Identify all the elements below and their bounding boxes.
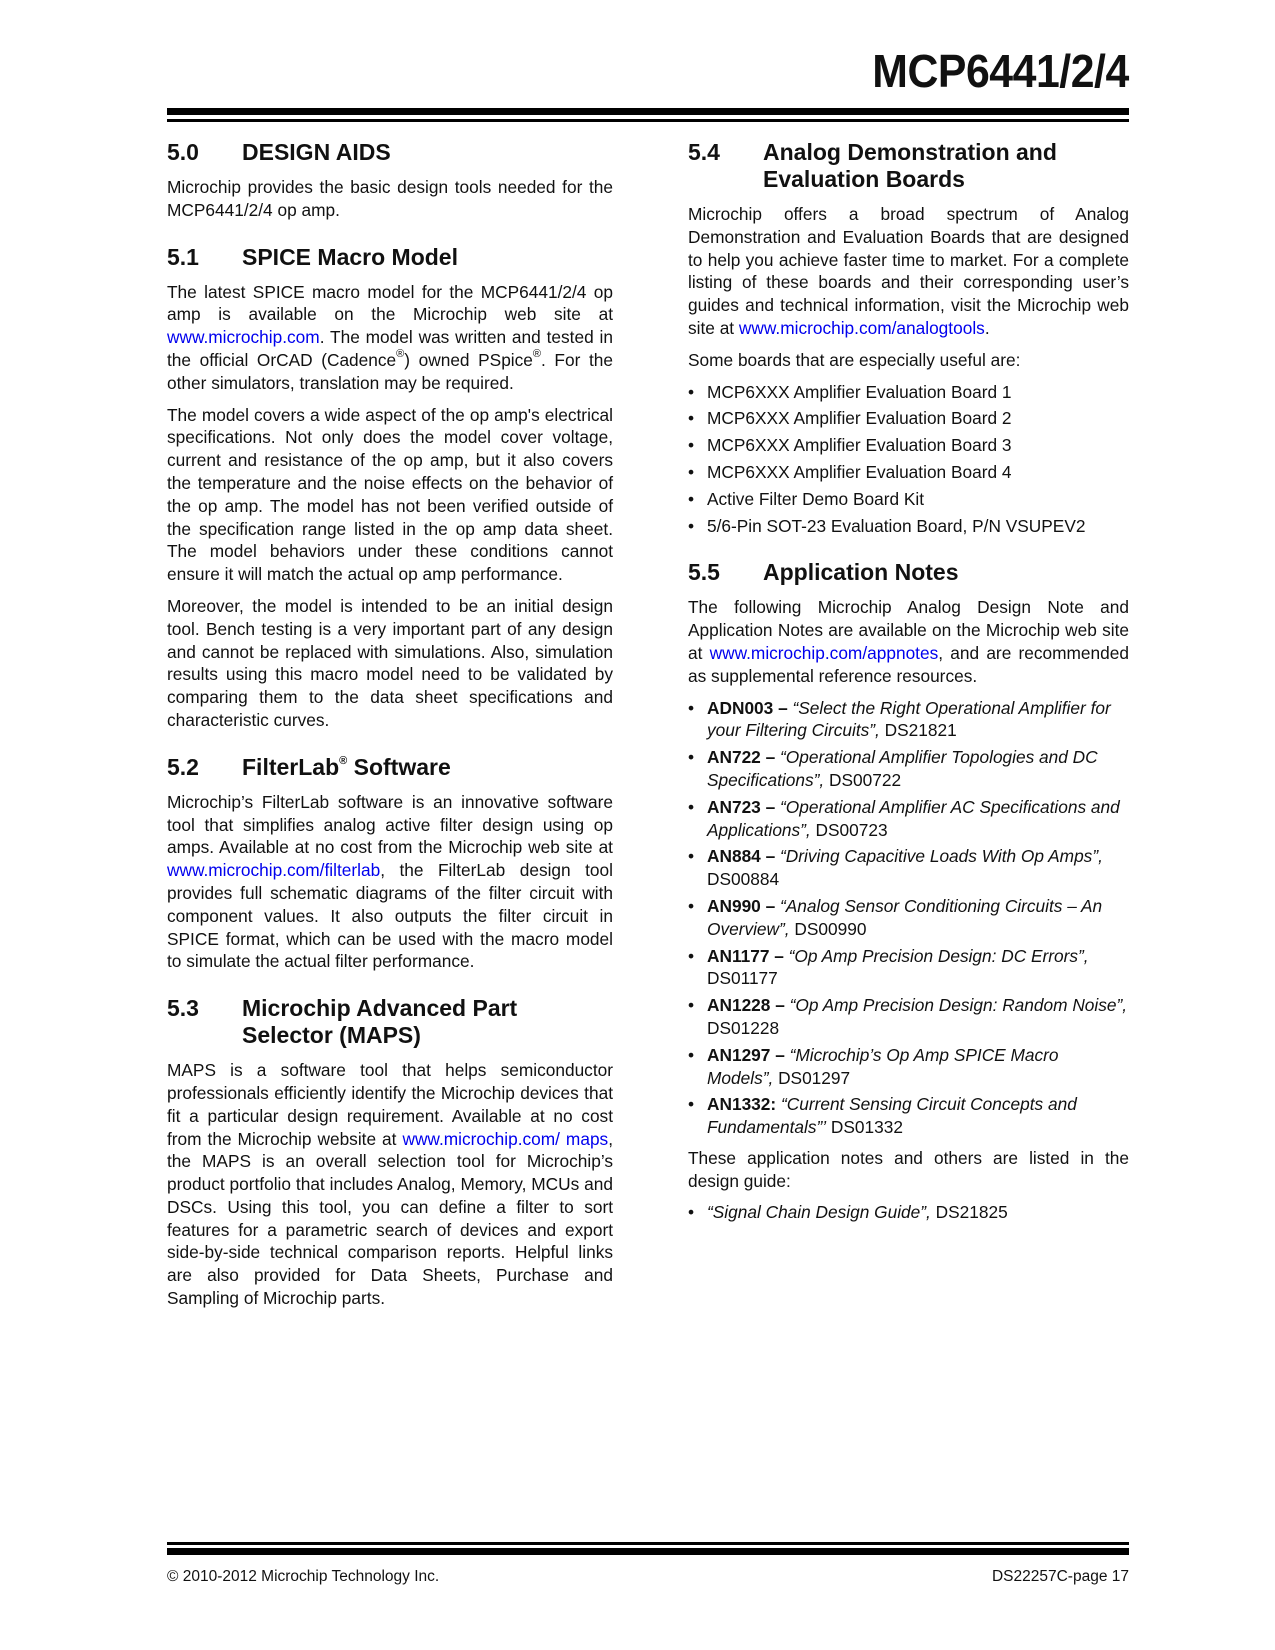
registered-mark: ® [396,348,405,361]
text: The latest SPICE macro model for the MCP6441/2/4 op amp is available on the Microchip web site at [167,281,613,325]
list-item [688,895,1129,941]
text: . For the other simulators, translation may be required. [167,349,613,393]
section-heading [167,139,613,166]
text: ) owned PSpice [404,349,533,370]
bullet-icon: • [688,435,695,456]
paragraph [167,1059,613,1310]
analogtools-link[interactable]: www.microchip.com/analogtools [738,317,985,338]
list-item [688,1201,1129,1224]
guide-title: “Signal Chain Design Guide”, [707,1202,931,1223]
note-id: AN722 – [707,747,776,768]
text: Software [347,753,451,780]
section-heading [688,139,1129,193]
section-title: Application Notes [763,559,959,586]
note-title: “Analog Sensor Conditioning Circuits – An Overview”, [707,895,1103,939]
document-title: MCP6441/2/4 [872,45,1129,97]
section-5-3 [167,995,613,1310]
note-title: “Operational Amplifier AC Specifications and Applications”, [707,796,1120,840]
bullet-icon: • [688,895,695,916]
section-5-4 [688,139,1129,537]
note-id: AN1228 – [707,995,785,1016]
paragraph [688,596,1129,687]
list-item [688,945,1129,991]
section-title [242,754,613,781]
note-title: “Current Sensing Circuit Concepts and Fundamentals”’ [707,1094,1077,1138]
section-heading [688,559,1129,586]
page-number: DS22257C-page 17 [991,1568,1129,1585]
board-name: 5/6-Pin SOT-23 Evaluation Board, P/N VSUPEV2 [707,515,1086,536]
bullet-icon: • [688,381,695,402]
bullet-icon: • [688,488,695,509]
text: The following Microchip Analog Design Note and Application Notes are available on the Microchip web site at [688,597,1129,663]
microchip-link[interactable]: www.microchip.com [167,327,320,348]
note-ds-number: DS01332 [826,1117,903,1138]
bullet-icon: • [688,995,695,1016]
paragraph: Moreover, the model is intended to be an initial design tool. Bench testing is a very important part of any design and cannot be replaced with simulations. Also, simulation results using this macro model need to be validated by comparing them to the data sheet specifications and characteristic curves. [167,595,613,730]
header-rule-thick [167,108,1129,115]
paragraph: These application notes and others are listed in the design guide: [688,1147,1129,1191]
section-number: 5.2 [167,753,199,780]
bullet-icon: • [688,515,695,536]
bullet-icon: • [688,796,695,817]
text: . [984,317,990,338]
note-id: AN1177 – [707,945,784,966]
note-id: AN723 – [707,796,776,817]
board-list [688,381,1129,538]
section-number: 5.5 [688,559,720,586]
list-item [688,1093,1129,1139]
note-ds-number: DS00722 [824,769,902,790]
section-number: 5.0 [167,139,199,165]
note-id: AN990 – [707,895,776,916]
section-5-2 [167,754,613,973]
text: MAPS is a software tool that helps semiconductor professionals efficiently identify the Microchip devices that fit a particular design requirement. Available at no cost from the Microchip website at [167,1060,613,1149]
bullet-icon: • [688,408,695,429]
paragraph: Microchip provides the basic design tools needed for the MCP6441/2/4 op amp. [167,177,613,220]
copyright: © 2010-2012 Microchip Technology Inc. [167,1568,440,1585]
bullet-icon: • [688,1202,695,1223]
filterlab-link[interactable]: www.microchip.com/filterlab [167,860,381,881]
registered-mark: ® [339,755,348,768]
list-item [688,1044,1129,1090]
section-number: 5.1 [167,243,199,270]
text: . The model was written and tested in the official OrCAD (Cadence [167,327,613,370]
note-ds-number: DS21821 [879,720,957,741]
section-title: DESIGN AIDS [242,139,391,165]
board-name: MCP6XXX Amplifier Evaluation Board 3 [707,435,1012,456]
list-item [688,515,1129,538]
note-ds-number: DS01228 [707,1017,780,1038]
section-heading [167,244,613,271]
bullet-icon: • [688,846,695,867]
list-item [688,796,1129,842]
board-name: MCP6XXX Amplifier Evaluation Board 4 [707,461,1012,482]
note-title: “Driving Capacitive Loads With Op Amps”, [775,846,1103,867]
section-number: 5.3 [167,995,199,1022]
list-item [688,461,1129,484]
note-ds-number: DS00884 [707,869,780,890]
design-guide-list [688,1201,1129,1224]
paragraph: Some boards that are especially useful are: [688,349,1021,370]
note-id: AN884 – [707,846,776,867]
list-item [688,381,1129,404]
text: , the MAPS is an overall selection tool for Microchip’s product portfolio that includes Analog, Memory, MCUs and DSCs. Using this tool, you can define a filter to sort features for a parametric search of devices and export side-by-side technical comparison reports. Helpful links are also provided for Data Sheets, Purchase and Sampling of Microchip parts. [167,1128,614,1309]
note-id: ADN003 – [707,697,788,718]
section-5-1 [167,244,613,732]
text: FilterLab [242,753,340,780]
text: Microchip’s FilterLab software is an innovative software tool that simplifies analog active filter design using op amps. Available at no cost from the Microchip web site at [167,791,613,858]
paragraph [167,791,613,973]
paragraph [167,281,613,395]
maps-link[interactable]: www.microchip.com/ maps [402,1128,609,1149]
header-rule-thin [167,119,1129,122]
note-ds-number: DS01297 [773,1067,851,1088]
list-item [688,434,1129,457]
bullet-icon: • [688,697,695,718]
paragraph: The model covers a wide aspect of the op amp's electrical specifications. Not only does the model cover voltage, current and resistance of the op amp, but it also covers the temperature and the noise effects on the behavior of the op amp. The model has not been verified outside of the specification range listed in the op amp data sheet. The model behaviors under these conditions cannot ensure it will match the actual op amp performance. [167,404,613,585]
footer-rule-thick [167,1548,1129,1555]
list-item [688,488,1129,511]
note-title: “Op Amp Precision Design: Random Noise”, [784,995,1128,1016]
text: , the FilterLab design tool provides full schematic diagrams of the filter circuit with component values. It also outputs the filter circuit in SPICE format, which can be used with the macro model to simulate the actual filter performance. [167,860,613,972]
note-id: AN1332: [707,1094,777,1115]
list-item [688,845,1129,891]
bullet-icon: • [688,1044,695,1065]
section-title: Microchip Advanced Part Selector (MAPS) [242,995,518,1049]
note-ds-number: DS00723 [810,819,888,840]
note-ds-number: DS00990 [789,918,867,939]
section-title: SPICE Macro Model [242,243,458,270]
section-heading [167,754,613,781]
note-id: AN1297 – [707,1044,785,1065]
appnotes-link[interactable]: www.microchip.com/appnotes [709,642,939,663]
bullet-icon: • [688,747,695,768]
registered-mark: ® [532,348,542,361]
text: Microchip offers a broad spectrum of Analog Demonstration and Evaluation Boards that are designed to help you achieve faster time to market. For a complete listing of these boards and their corresponding user’s guides and technical information, visit the Microchip web site at [688,204,1129,338]
note-title: “Select the Right Operational Amplifier for your Filtering Circuits”, [707,697,1111,741]
guide-ds-number: DS21825 [930,1202,1008,1223]
list-item [688,994,1129,1040]
text: , and are recommended as supplemental reference resources. [688,642,1129,686]
bullet-icon: • [688,1094,695,1115]
list-item [688,407,1129,430]
section-title: Analog Demonstration and Evaluation Boards [763,139,1057,192]
footer-rule-thin [167,1542,1129,1545]
section-number: 5.4 [688,139,720,165]
right-column [688,139,1129,1246]
note-title: “Op Amp Precision Design: DC Errors”, [783,945,1089,966]
section-5-0 [167,139,613,222]
bullet-icon: • [688,945,695,966]
board-name: MCP6XXX Amplifier Evaluation Board 1 [707,381,1012,402]
note-title: “Microchip’s Op Amp SPICE Macro Models”, [707,1044,1059,1088]
board-name: Active Filter Demo Board Kit [707,488,925,509]
note-title: “Operational Amplifier Topologies and DC Specifications”, [707,747,1098,790]
bullet-icon: • [688,461,695,482]
left-column [167,139,613,1332]
paragraph [688,203,1129,340]
section-5-5 [688,559,1129,1224]
list-item [688,697,1129,743]
note-ds-number: DS01177 [707,968,778,989]
section-heading [167,995,613,1049]
list-item [688,746,1129,792]
board-name: MCP6XXX Amplifier Evaluation Board 2 [707,408,1012,429]
app-notes-list [688,697,1129,1139]
